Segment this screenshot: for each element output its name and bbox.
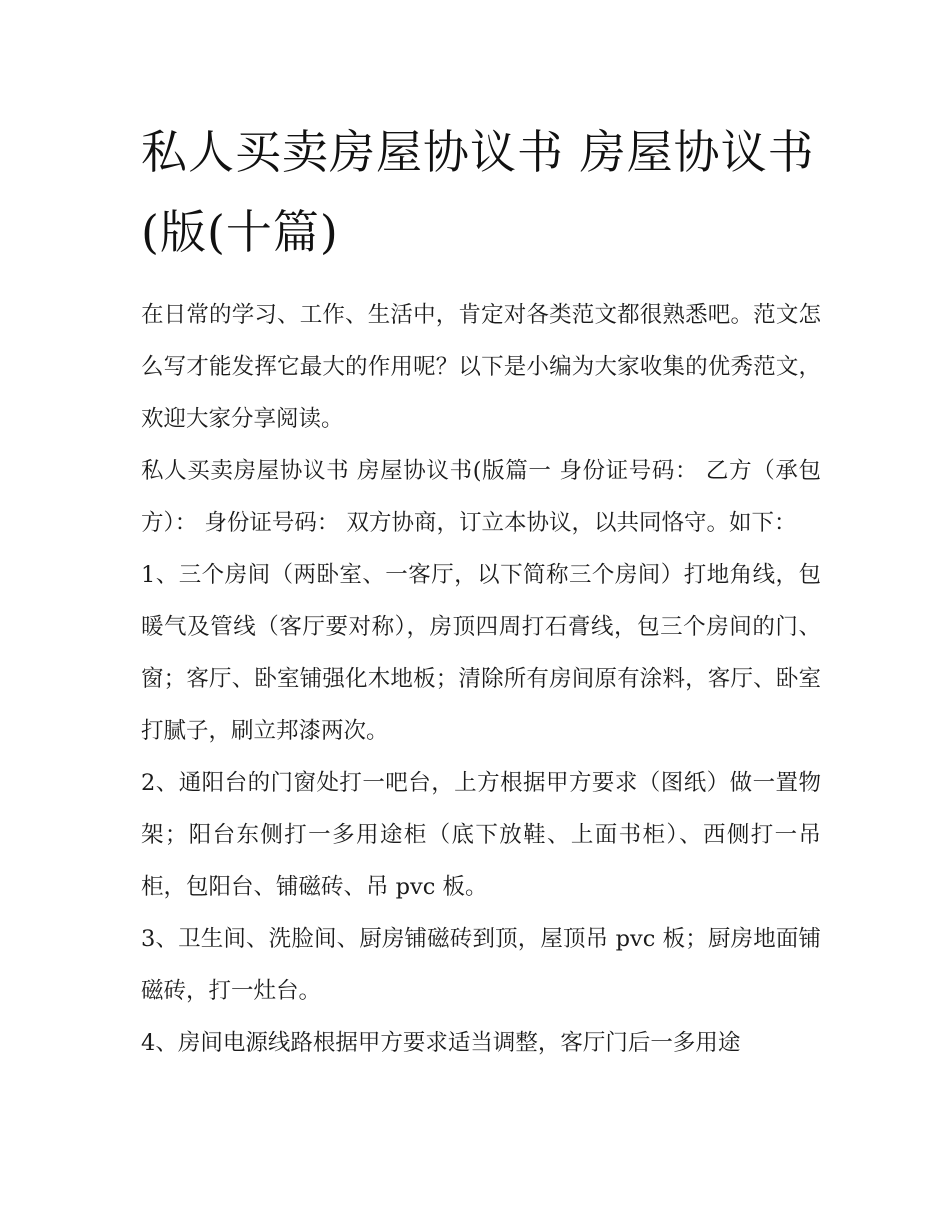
- paragraph-intro: 在日常的学习、工作、生活中，肯定对各类范文都很熟悉吧。范文怎么写才能发挥它最大的作用呢？以下是小编为大家收集的优秀范文，欢迎大家分享阅读。: [141, 302, 821, 432]
- paragraph-item-3: 3、卫生间、洗脸间、厨房铺磁砖到顶，屋顶吊 pvc 板；厨房地面铺磁砖，打一灶台。: [141, 926, 821, 1004]
- paragraph-item-2: 2、通阳台的门窗处打一吧台，上方根据甲方要求（图纸）做一置物架；阳台东侧打一多用途柜（底下放鞋、上面书柜）、西侧打一吊柜，包阳台、铺磁砖、吊 pvc 板。: [141, 770, 821, 900]
- paragraph-item-4: 4、房间电源线路根据甲方要求适当调整，客厅门后一多用途: [141, 1030, 741, 1056]
- document-body: [141, 112, 821, 1069]
- paragraph-item-1: 1、三个房间（两卧室、一客厅，以下简称三个房间）打地角线，包暖气及管线（客厅要对称），房顶四周打石膏线，包三个房间的门、窗；客厅、卧室铺强化木地板；清除所有房间原有涂料，客厅、卧室打腻子，刷立邦漆两次。: [141, 562, 821, 744]
- paragraph-parties: 私人买卖房屋协议书 房屋协议书(版篇一 身份证号码： 乙方（承包方）： 身份证号码： 双方协商，订立本协议，以共同恪守。如下：: [141, 458, 821, 536]
- document-title: 私人买卖房屋协议书 房屋协议书(版(十篇): [141, 125, 815, 259]
